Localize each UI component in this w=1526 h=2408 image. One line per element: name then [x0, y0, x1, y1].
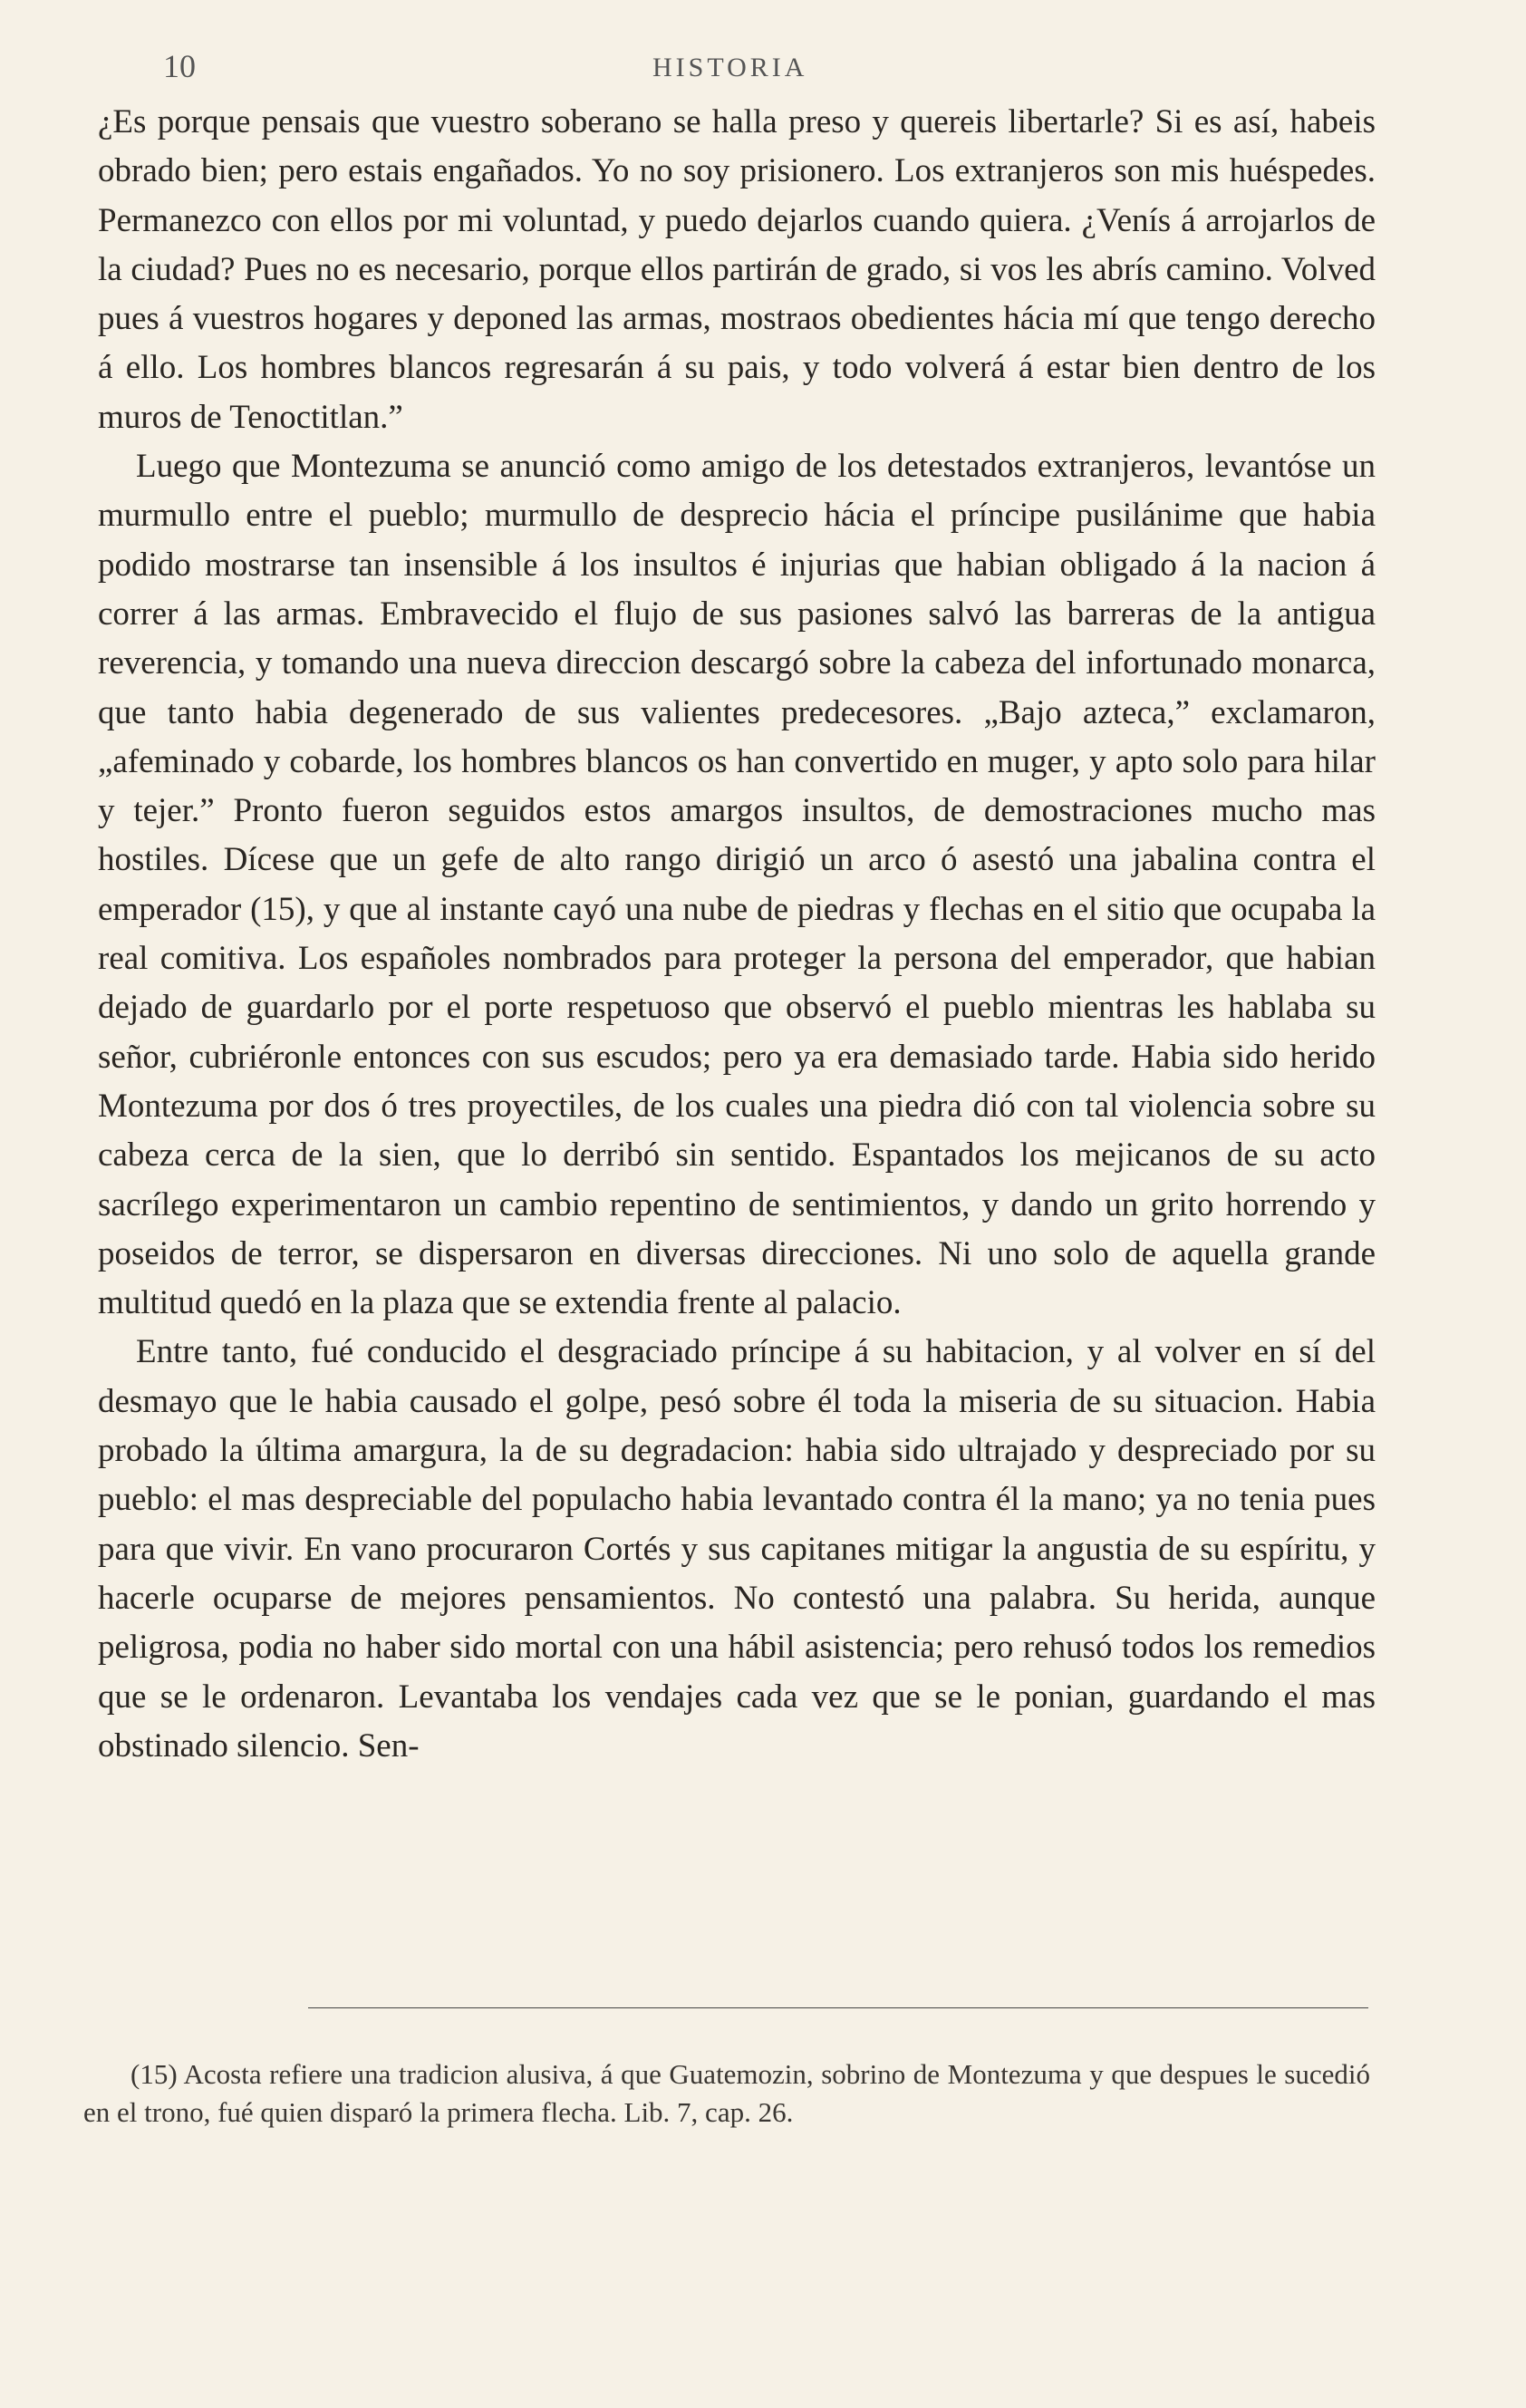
footnote-text: (15) Acosta refiere una tradicion alusiva, á que Guatemozin, sobrino de Montezuma y que despues le sucedió en el trono, fué quien disparó la primera flecha. Lib. 7, cap. 26. — [83, 2058, 1370, 2128]
paragraph-aftermath: Entre tanto, fué conducido el desgraciado príncipe á su habitacion, y al volver en sí del desmayo que le habia causado el golpe, pesó sobre él toda la miseria de su situacion. Habia probado la última amargura, la de su degradacion: habia sido ultrajado y despreciado por su pueblo: el mas despreciable del populacho habia levantado contra él la mano; ya no tenia pues para que vivir. En vano procuraron Cortés y sus capitanes mitigar la angustia de su espíritu, y hacerle ocuparse de mejores pensamientos. No contestó una palabra. Su herida, aunque peligrosa, podia no haber sido mortal con una hábil asistencia; pero rehusó todos los remedios que se le ordenaron. Levantaba los vendajes cada vez que se le ponian, guardando el mas obstinado silencio. Sen- — [98, 1333, 1376, 1765]
footnote-divider — [308, 2007, 1368, 2008]
page-header — [0, 47, 1526, 92]
page-number: 10 — [163, 48, 196, 84]
footnote — [83, 2055, 1370, 2132]
paragraph-montezuma-wounded: Luego que Montezuma se anunció como amigo de los detestados extranjeros, levantóse un murmullo entre el pueblo; murmullo de desprecio hácia el príncipe pusilánime que habia podido mostrarse tan insensible á los insultos é injurias que habian obligado á la nacion á correr á las armas. Embravecido el flujo de sus pasiones salvó las barreras de la antigua reverencia, y tomando una nueva direccion descargó sobre la cabeza del infortunado monarca, que tanto habia degenerado de sus valientes predecesores. „Bajo azteca,” exclamaron, „afeminado y cobarde, los hombres blancos os han convertido en muger, y apto solo para hilar y tejer.” Pronto fueron seguidos estos amargos insultos, de demostraciones mucho mas hostiles. Dícese que un gefe de alto rango dirigió un arco ó asestó una jabalina contra el emperador (15), y que al instante cayó una nube de piedras y flechas en el sitio que ocupaba la real comitiva. Los españoles nombrados para proteger la persona del emperador, que habian dejado de guardarlo por el porte respetuoso que observó el pueblo mientras les hablaba su señor, cubriéronle entonces con sus escudos; pero ya era demasiado tarde. Habia sido herido Montezuma por dos ó tres proyectiles, de los cuales una piedra dió con tal violencia sobre su cabeza cerca de la sien, que lo derribó sin sentido. Espantados los mejicanos de su acto sacrílego experimentaron un cambio repentino de sentimientos, y dando un grito horrendo y poseidos de terror, se dispersaron en diversas direcciones. Ni uno solo de aquella grande multitud quedó en la plaza que se extendia frente al palacio. — [98, 448, 1376, 1322]
running-title: HISTORIA — [652, 53, 808, 82]
main-text — [98, 98, 1376, 1771]
paragraph-speech: ¿Es porque pensais que vuestro soberano se halla preso y quereis libertarle? Si es así, habeis obrado bien; pero estais engañados. Yo no soy prisionero. Los extranjeros son mis huéspedes. Permanezco con ellos por mi voluntad, y puedo dejarlos cuando quiera. ¿Venís á arrojarlos de la ciudad? Pues no es necesario, porque ellos partirán de grado, si vos les abrís camino. Volved pues á vuestros hogares y deponed las armas, mostraos obedientes hácia mí que tengo derecho á ello. Los hombres blancos regresarán á su pais, y todo volverá á estar bien dentro de los muros de Tenoctitlan.” — [98, 103, 1376, 436]
